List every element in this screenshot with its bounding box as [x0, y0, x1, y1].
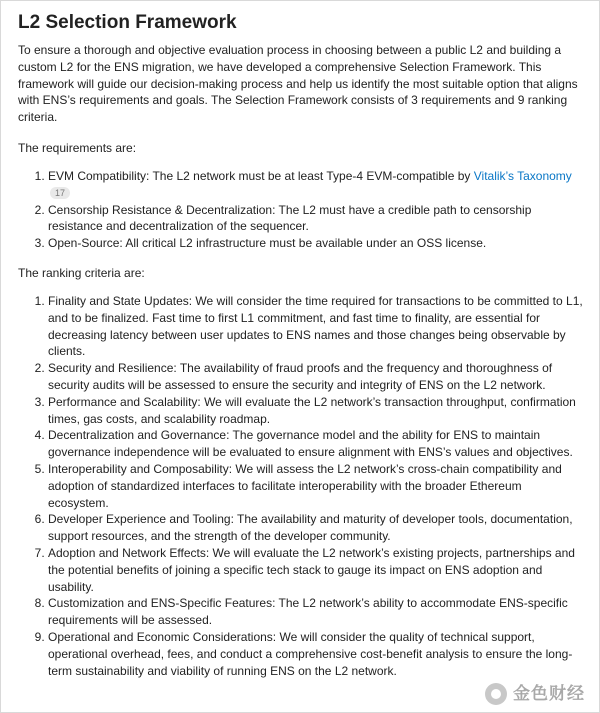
jinse-logo-icon [485, 683, 507, 705]
criteria-list [18, 293, 584, 679]
requirement-item: 2. Censorship Resistance & Decentralization: The L2 must have a credible path to censorship resistance and decentralization of the sequencer. [48, 202, 584, 236]
requirements-label: The requirements are: [18, 141, 137, 155]
criterion-item: 6. Developer Experience and Tooling: The availability and maturity of developer tools, documentation, support resources, and the strength of the developer community. [48, 511, 584, 545]
page-title: L2 Selection Framework [18, 12, 237, 33]
criterion-item: 2. Security and Resilience: The availability of fraud proofs and the frequency and thoroughness of security audits will be assessed to ensure the security and integrity of ENS on the L2 network. [48, 360, 584, 394]
criterion-item: 4. Decentralization and Governance: The governance model and the ability for ENS to maintain governance independence will be evaluated to ensure alignment with ENS’s values and objectives. [48, 427, 584, 461]
criterion-item: 1. Finality and State Updates: We will consider the time required for transactions to be committed to L1, and to be finalized. Fast time to first L1 commitment, and fast time to finality, are essential for decreasing latency between user updates to ENS names and those changes being observable by clients. [48, 293, 584, 360]
criteria-label: The ranking criteria are: [18, 266, 145, 280]
criterion-item: 5. Interoperability and Composability: We will assess the L2 network’s cross-chain compatibility and adoption of standardized interfaces to facilitate interoperability with the broader Ethereum ecosystem. [48, 461, 584, 511]
criterion-item: 9. Operational and Economic Considerations: We will consider the quality of technical support, operational overhead, fees, and conduct a comprehensive cost-benefit analysis to ensure the long-term sustainability and viability of running ENS on the L2 network. [48, 629, 584, 679]
requirement-item: 3. Open-Source: All critical L2 infrastructure must be available under an OSS license. [48, 235, 584, 252]
criterion-item: 3. Performance and Scalability: We will evaluate the L2 network’s transaction throughput, confirmation times, gas costs, and scalability roadmap. [48, 394, 584, 428]
watermark-text: 金色财经 [513, 683, 585, 703]
link-click-count-badge: 17 [50, 187, 70, 199]
requirements-list [18, 168, 584, 252]
intro-paragraph: To ensure a thorough and objective evaluation process in choosing between a public L2 and building a custom L2 for the ENS migration, we have developed a comprehensive Selection Framework. This framework will guide our decision-making process and help us identify the most suitable option that aligns with ENS’s requirements and goals. The Selection Framework consists of 3 requirements and 9 ranking criteria. [18, 43, 578, 125]
vitaliks-taxonomy-link[interactable]: Vitalik’s Taxonomy [473, 169, 572, 183]
criterion-item: 7. Adoption and Network Effects: We will evaluate the L2 network’s existing projects, partnerships and the potential benefits of joining a specific tech stack to gauge its impact on ENS adoption and usability. [48, 545, 584, 595]
requirement-text: EVM Compatibility: The L2 network must be at least Type-4 EVM-compatible by [48, 169, 474, 183]
requirement-item [48, 168, 584, 202]
criterion-item: 8. Customization and ENS-Specific Features: The L2 network’s ability to accommodate ENS-specific requirements will be assessed. [48, 595, 584, 629]
watermark [485, 681, 593, 707]
